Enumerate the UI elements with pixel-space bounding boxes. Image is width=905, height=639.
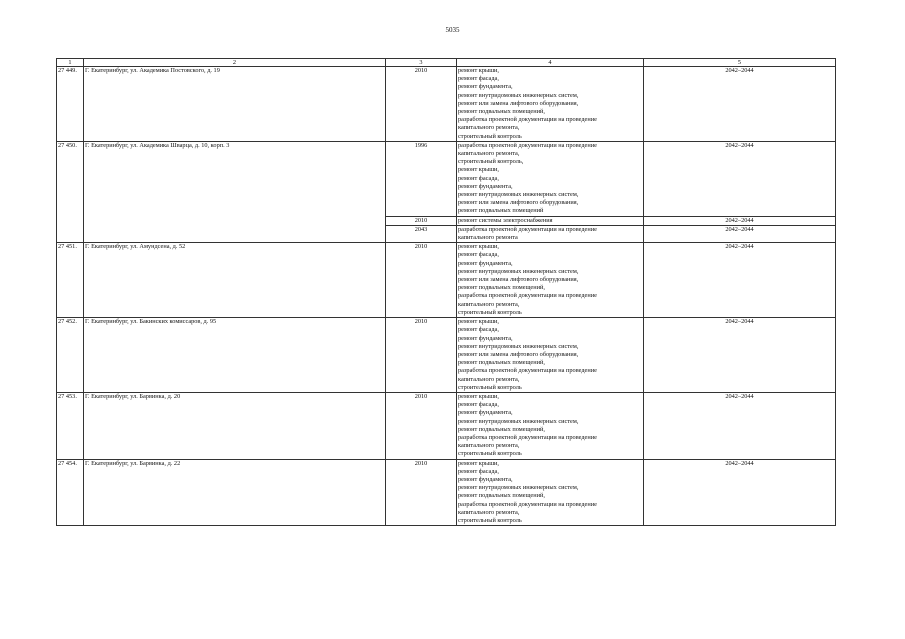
table-row (57, 392, 836, 459)
work-item: строительный контроль (458, 132, 522, 140)
page-number: 5035 (445, 26, 460, 34)
header-row (57, 59, 836, 67)
work-item: ремонт внутридомовых инженерных систем, (458, 191, 579, 199)
row-number: 27 450. (57, 141, 84, 242)
works-cell (457, 141, 644, 216)
table-row (57, 67, 836, 142)
address-cell: Г. Екатеринбург, ул. Академика Шварца, д. 10, корп. 3 (84, 141, 386, 242)
work-item: строительный контроль (458, 383, 522, 391)
work-item: ремонт фасада, (458, 326, 499, 334)
work-item: ремонт фасада, (458, 467, 499, 475)
work-item: ремонт внутридомовых инженерных систем, (458, 267, 579, 275)
period-cell: 2042–2044 (644, 392, 836, 459)
work-item: ремонт или замена лифтового оборудования, (458, 276, 579, 284)
works-cell (457, 243, 644, 318)
year-cell: 1996 (386, 141, 457, 216)
period-cell: 2042–2044 (644, 67, 836, 142)
work-item: ремонт внутридомовых инженерных систем, (458, 417, 579, 425)
period-cell: 2042–2044 (644, 216, 836, 225)
table-row (57, 459, 836, 526)
work-item: строительный контроль (458, 450, 522, 458)
work-item: ремонт фундамента, (458, 83, 513, 91)
period-cell: 2042–2044 (644, 243, 836, 318)
work-item: ремонт системы электроснабжения (458, 216, 553, 224)
row-number: 27 453. (57, 392, 84, 459)
work-item: капитального ремонта, (458, 508, 520, 516)
work-item: строительный контроль (458, 308, 522, 316)
work-item: ремонт внутридомовых инженерных систем, (458, 342, 579, 350)
work-item: разработка проектной документации на проведение (458, 367, 597, 375)
address-cell: Г. Екатеринбург, ул. Барвинка, д. 22 (84, 459, 386, 526)
year-cell: 2010 (386, 459, 457, 526)
work-item: ремонт или замена лифтового оборудования, (458, 350, 579, 358)
column-header: 3 (386, 59, 457, 67)
work-item: строительный контроль (458, 516, 522, 524)
work-item: ремонт подвальных помещений, (458, 425, 545, 433)
work-item: ремонт фасада, (458, 251, 499, 259)
work-item: ремонт фасада, (458, 401, 499, 409)
work-item: ремонт крыши, (458, 243, 500, 251)
work-item: капитального ремонта, (458, 124, 520, 132)
work-item: ремонт фасада, (458, 174, 499, 182)
work-item: ремонт фасада, (458, 75, 499, 83)
work-item: разработка проектной документации на проведение (458, 500, 597, 508)
work-item: ремонт крыши, (458, 392, 500, 400)
works-cell (457, 318, 644, 393)
works-cell (457, 392, 644, 459)
work-item: ремонт подвальных помещений, (458, 284, 545, 292)
period-cell: 2042–2044 (644, 318, 836, 393)
work-item: капитального ремонта, (458, 375, 520, 383)
row-number: 27 449. (57, 67, 84, 142)
row-number: 27 452. (57, 318, 84, 393)
work-item: ремонт внутридомовых инженерных систем, (458, 91, 579, 99)
work-item: ремонт фундамента, (458, 259, 513, 267)
work-item: ремонт внутридомовых инженерных систем, (458, 484, 579, 492)
year-cell: 2010 (386, 216, 457, 225)
works-cell (457, 67, 644, 142)
work-item: ремонт фундамента, (458, 409, 513, 417)
work-item: разработка проектной документации на проведение (458, 225, 597, 233)
work-item: строительный контроль, (458, 158, 524, 166)
work-item: ремонт подвальных помещений (458, 207, 544, 215)
work-item: ремонт или замена лифтового оборудования, (458, 199, 579, 207)
column-header: 2 (84, 59, 386, 67)
period-cell: 2042–2044 (644, 141, 836, 216)
column-header: 5 (644, 59, 836, 67)
work-item: капитального ремонта, (458, 442, 520, 450)
row-number: 27 454. (57, 459, 84, 526)
address-cell: Г. Екатеринбург, ул. Академика Постовского, д. 19 (84, 67, 386, 142)
registry-body (57, 67, 836, 526)
works-cell (457, 459, 644, 526)
works-cell (457, 225, 644, 242)
work-item: ремонт подвальных помещений, (458, 108, 545, 116)
work-item: разработка проектной документации на проведение (458, 433, 597, 441)
column-header: 4 (457, 59, 644, 67)
table-row (57, 141, 836, 216)
year-cell: 2010 (386, 392, 457, 459)
work-item: капитального ремонта, (458, 300, 520, 308)
work-item: ремонт крыши, (458, 166, 500, 174)
year-cell: 2010 (386, 243, 457, 318)
table-row (57, 243, 836, 318)
work-item: ремонт фундамента, (458, 475, 513, 483)
work-item: ремонт подвальных помещений, (458, 492, 545, 500)
work-item: ремонт крыши, (458, 318, 500, 326)
year-cell: 2010 (386, 318, 457, 393)
work-item: разработка проектной документации на проведение (458, 116, 597, 124)
work-item: ремонт или замена лифтового оборудования, (458, 99, 579, 107)
year-cell: 2043 (386, 225, 457, 242)
table-row (57, 318, 836, 393)
period-cell: 2042–2044 (644, 459, 836, 526)
row-number: 27 451. (57, 243, 84, 318)
work-item: разработка проектной документации на проведение (458, 292, 597, 300)
work-item: ремонт крыши, (458, 459, 500, 467)
work-item: ремонт фундамента, (458, 182, 513, 190)
work-item: ремонт крыши, (458, 67, 500, 74)
work-item: капитального ремонта (458, 234, 518, 242)
work-item: разработка проектной документации на проведение (458, 141, 597, 149)
work-item: ремонт фундамента, (458, 334, 513, 342)
work-item: капитального ремонта, (458, 150, 520, 158)
work-item: ремонт подвальных помещений, (458, 359, 545, 367)
year-cell: 2010 (386, 67, 457, 142)
registry-table (56, 58, 836, 526)
address-cell: Г. Екатеринбург, ул. Барвинка, д. 20 (84, 392, 386, 459)
period-cell: 2042–2044 (644, 225, 836, 242)
column-header: 1 (57, 59, 84, 67)
address-cell: Г. Екатеринбург, ул. Амундсена, д. 52 (84, 243, 386, 318)
works-cell (457, 216, 644, 225)
address-cell: Г. Екатеринбург, ул. Бакинских комиссаров, д. 95 (84, 318, 386, 393)
